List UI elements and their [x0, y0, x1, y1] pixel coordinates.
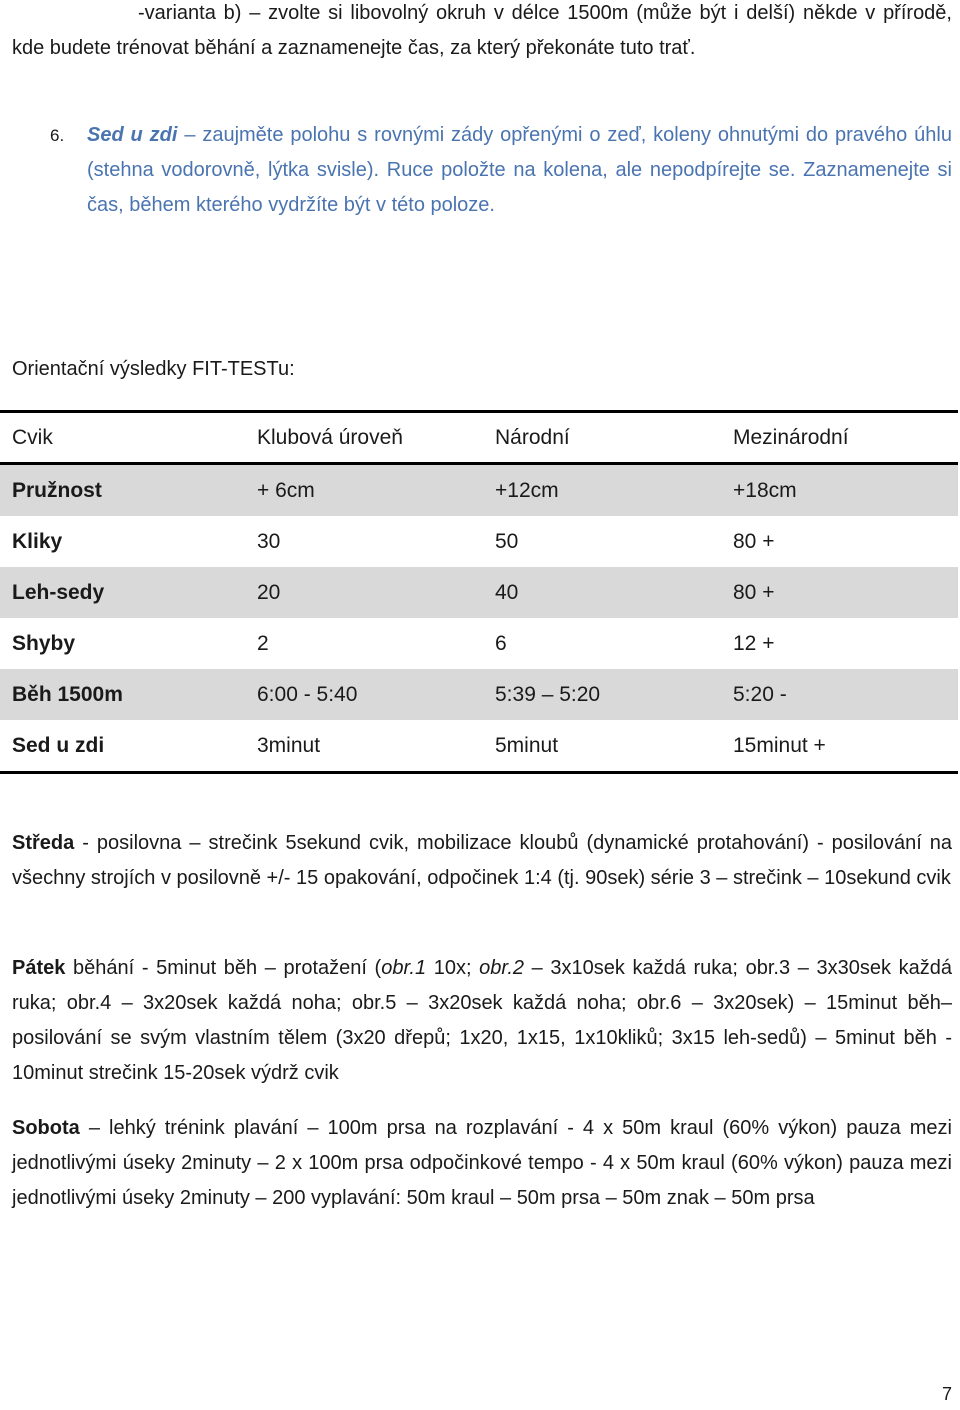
patek-obr2: obr.2	[479, 957, 524, 979]
sobota-text: – lehký trénink plavání – 100m prsa na rozplavání - 4 x 50m kraul (60% výkon) pauza mezi jednotlivými úseky 2minuty – 2 x 100m prsa odpočinkové tempo - 4 x 50m kraul (60% výkon) pauza mezi jednotlivými úseky 2minuty – 200 vyplavání: 50m kraul – 50m prsa – 50m znak – 50m prsa	[12, 1117, 952, 1209]
table-cell: 5minut	[483, 720, 721, 773]
item-6-title: Sed u zdi	[87, 124, 178, 146]
table-cell: 30	[257, 529, 281, 553]
table-row	[0, 720, 958, 773]
table-cell: 2	[257, 631, 269, 655]
streda-label: Středa	[12, 832, 75, 854]
intro-paragraph	[12, 0, 952, 66]
streda-text: - posilovna – strečink 5sekund cvik, mobilizace kloubů (dynamické protahování) - posilování na všechny strojích v posilovně +/- 15 opakování, odpočinek 1:4 (tj. 90sek) série 3 – strečink – 10sekund cvik	[12, 832, 952, 889]
streda-paragraph	[12, 826, 952, 896]
table-cell: 3minut	[245, 720, 483, 773]
patek-paragraph	[12, 951, 952, 1091]
table-cell: 12 +	[733, 631, 775, 655]
table-cell: 80 +	[733, 529, 775, 553]
patek-label: Pátek	[12, 957, 66, 979]
table-cell: +12cm	[483, 464, 721, 517]
table-cell: +18cm	[721, 464, 958, 517]
item-6-text-a: – zaujměte polohu s rovnými zády opřenými o zeď, koleny ohnutými do pravého úhlu (stehna vodorovně, lýtka svisle).	[87, 124, 952, 181]
item-6-body	[50, 118, 952, 223]
table-row	[0, 618, 958, 669]
table-cell: Pružnost	[0, 464, 245, 517]
patek-text-c: – 3x10sek každá ruka; obr.3 – 3x30sek každá ruka; obr.4 – 3x20sek každá noha; obr.5 – 3x20sek každá noha; obr.6 – 3x20sek) – 15minut běh– posilování se svým vlastním tělem (3x20 dřepů; 1x20, 1x15, 1x10kliků; 3x15 leh-sedů) – 5minut běh - 10minut strečink 15-20sek výdrž cvik	[12, 957, 952, 1084]
sobota-label: Sobota	[12, 1117, 80, 1139]
table-cell: Sed u zdi	[0, 720, 245, 773]
table-cell: Běh 1500m	[0, 669, 245, 720]
numbered-item-6	[50, 118, 952, 223]
intro-text: -varianta b) – zvolte si libovolný okruh v délce 1500m (může být i delší) někde v přírodě, kde budete trénovat běhání a zaznamenejte čas, za který překonáte tuto trať.	[12, 2, 952, 59]
table-cell: Leh-sedy	[0, 567, 245, 618]
table-cell: Kliky	[12, 529, 63, 553]
table-cell: 5:20 -	[721, 669, 958, 720]
results-title: Orientační výsledky FIT-TESTu:	[12, 358, 295, 380]
table-cell: 80 +	[721, 567, 958, 618]
table-cell: 20	[245, 567, 483, 618]
table-cell: + 6cm	[245, 464, 483, 517]
fit-test-results-table	[0, 410, 958, 774]
header-cell: Cvik	[0, 412, 245, 464]
patek-text-b: 10x;	[426, 957, 480, 979]
item-6-text-b: Ruce položte na kolena, ale nepodpírejte se. Zaznamenejte si čas, během kterého vydržíte být v této poloze.	[87, 159, 953, 216]
table-cell: 5:39 – 5:20	[483, 669, 721, 720]
table-cell: 6	[495, 631, 507, 655]
table-cell: Shyby	[12, 631, 76, 655]
patek-text-a: běhání - 5minut běh – protažení (	[65, 957, 382, 979]
header-cell: Mezinárodní	[721, 412, 958, 464]
sobota-paragraph	[12, 1111, 952, 1216]
table-cell: 50	[495, 529, 519, 553]
table-row	[0, 464, 958, 517]
table-cell: 40	[483, 567, 721, 618]
header-cell: Národní	[483, 412, 721, 464]
table-row	[0, 516, 958, 567]
header-cell: Klubová úroveň	[245, 412, 483, 464]
table-cell: 6:00 - 5:40	[245, 669, 483, 720]
item-number: 6.	[50, 126, 65, 145]
patek-obr1: obr.1	[381, 957, 427, 979]
table-row	[0, 669, 958, 720]
table-cell: 15minut +	[721, 720, 958, 773]
table-row	[0, 567, 958, 618]
page-number: 7	[941, 1384, 952, 1404]
table-header-row	[0, 412, 958, 464]
